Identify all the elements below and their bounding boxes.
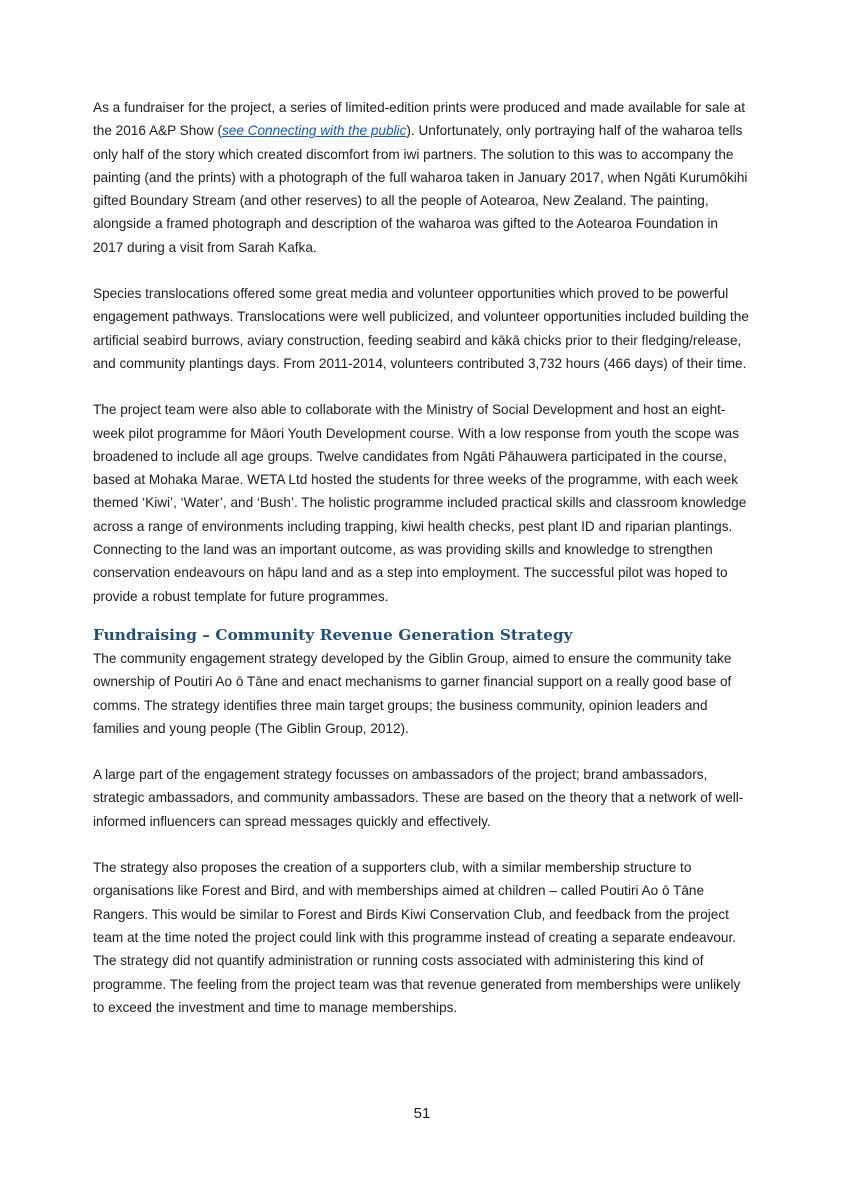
- connecting-with-public-link[interactable]: see Connecting with the public: [221, 123, 407, 139]
- paragraph-spacer: [93, 833, 751, 856]
- document-page: [93, 96, 751, 1019]
- section-heading: Fundraising – Community Revenue Generation Strategy: [93, 625, 573, 644]
- paragraph-fundraiser-prints: [93, 96, 751, 259]
- page-number: 51: [413, 1105, 431, 1122]
- paragraph-species-translocations: Species translocations offered some great media and volunteer opportunities which proved to be powerful engagement pathways. Translocations were well publicized, and volunteer opportunities included building the artificial seabird burrows, aviary construction, feeding seabird and kākā chicks prior to their fledging/release, and community plantings days. From 2011-2014, volunteers contributed 3,732 hours (466 days) of their time.: [93, 286, 749, 371]
- paragraph-engagement-strategy: The community engagement strategy developed by the Giblin Group, aimed to ensure the community take ownership of Poutiri Ao ō Tāne and enact mechanisms to garner financial support on a really good base of comms. The strategy identifies three main target groups; the business community, opinion leaders and families and young people (The Giblin Group, 2012).: [93, 650, 732, 736]
- paragraph-spacer: [93, 740, 751, 763]
- paragraph-spacer: [93, 259, 751, 282]
- paragraph-text: ). Unfortunately, only portraying half of the waharoa tells only half of the story which created discomfort from iwi partners. The solution to this was to accompany the painting (and the prints) with a photograph of the full waharoa taken in January 2017, when Ngāti Kurumōkihi gifted Boundary Stream (and other reserves) to all the people of Aotearoa, New Zealand. The painting, alongside a framed photograph and description of the waharoa was gifted to the Aotearoa Foundation in 2017 during a visit from Sarah Kafka.: [93, 123, 748, 255]
- paragraph-youth-programme: The project team were also able to collaborate with the Ministry of Social Development and host an eight-week pilot programme for Māori Youth Development course. With a low response from youth the scope was broadened to include all age groups. Twelve candidates from Ngāti Pāhauwera participated in the course, based at Mohaka Marae. WETA Ltd hosted the students for three weeks of the programme, with each week themed ‘Kiwi’, ‘Water’, and ‘Bush’. The holistic programme included practical skills and classroom knowledge across a range of environments including trapping, kiwi health checks, pest plant ID and riparian plantings. Connecting to the land was an important outcome, as was providing skills and knowledge to strengthen conservation endeavours on hāpu land and as a step into employment. The successful pilot was hoped to provide a robust template for future programmes.: [93, 402, 747, 604]
- paragraph-spacer: [93, 375, 751, 398]
- paragraph-supporters-club: The strategy also proposes the creation of a supporters club, with a similar membership structure to organisations like Forest and Bird, and with memberships aimed at children – called Poutiri Ao ō Tāne Rangers. This would be similar to Forest and Birds Kiwi Conservation Club, and feedback from the project team at the time noted the project could link with this programme instead of creating a separate endeavour. The strategy did not quantify administration or running costs associated with administering this kind of programme. The feeling from the project team was that revenue generated from memberships were unlikely to exceed the investment and time to manage memberships.: [93, 860, 741, 1015]
- paragraph-text: As a fundraiser for the project, a series of limited-edition prints were produced and made available for sale at the 2016 A&P Show (: [93, 100, 746, 139]
- paragraph-ambassadors: A large part of the engagement strategy focusses on ambassadors of the project; brand ambassadors, strategic ambassadors, and community ambassadors. These are based on the theory that a network of well-informed influencers can spread messages quickly and effectively.: [93, 767, 744, 829]
